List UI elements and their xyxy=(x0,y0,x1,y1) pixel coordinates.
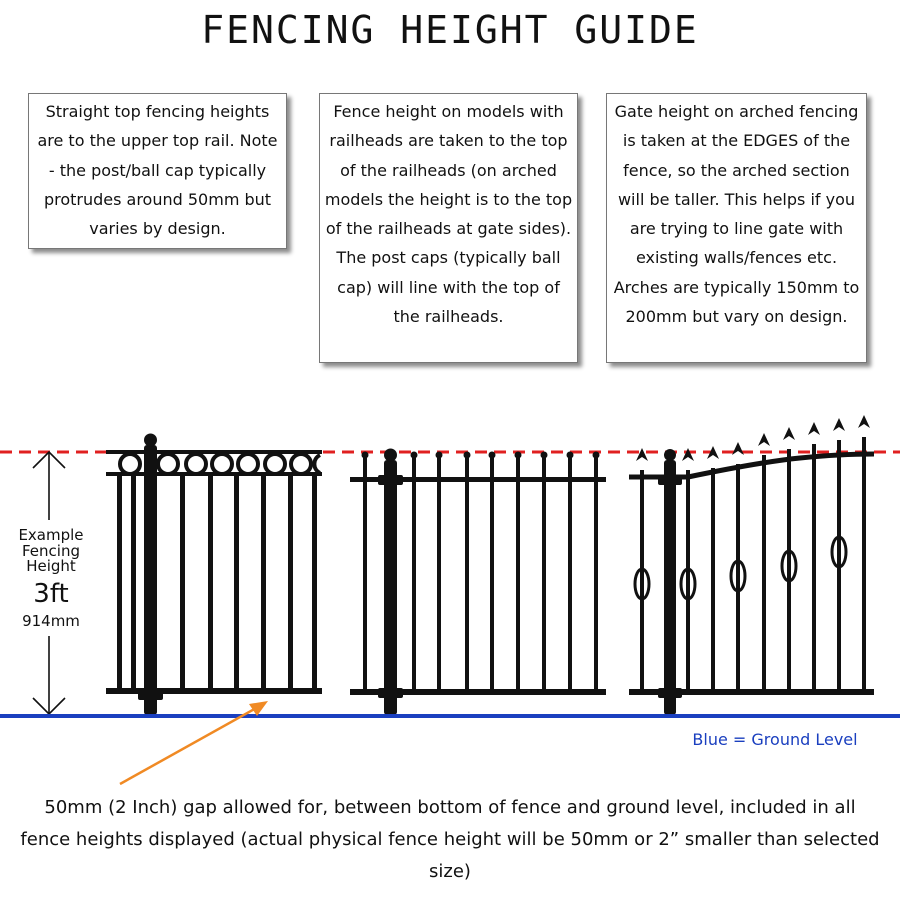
ball-cap xyxy=(144,434,157,447)
ball-cap xyxy=(384,449,397,462)
arched-gate-note: Gate height on arched fencing is taken at the EDGES of the fence, so the arched section will be taller. This helps if you are trying to line gate with existing walls/fences etc. Arches are typically 150mm to 200mm but vary on design. xyxy=(606,93,867,363)
fence-post xyxy=(144,445,157,715)
railhead-note: Fence height on models with railheads are taken to the top of the railheads (on arched models the height is to the top of the railheads at gate sides). The post caps (typically ball cap) will line with the top of the railheads. xyxy=(319,93,578,363)
example-height-feet: 3ft xyxy=(33,579,69,609)
fence-post xyxy=(664,460,676,715)
ball-cap xyxy=(664,449,676,461)
fence-post xyxy=(384,460,397,715)
example-height-label: Example Fencing Height xyxy=(18,526,84,575)
railhead-fence xyxy=(350,449,606,716)
arched-fence xyxy=(629,415,874,715)
straight-top-note: Straight top fencing heights are to the upper top rail. Note - the post/ball cap typically protrudes around 50mm but varies by design. xyxy=(28,93,287,249)
ground-level-label: Blue = Ground Level xyxy=(692,730,858,749)
gap-pointer-arrow xyxy=(120,701,268,784)
page-title: FENCING HEIGHT GUIDE xyxy=(201,8,699,52)
example-height-mm: 914mm xyxy=(22,612,80,630)
straight-top-fence xyxy=(106,434,322,716)
gap-footnote: 50mm (2 Inch) gap allowed for, between bottom of fence and ground level, included in all fence heights displayed (actual physical fence height will be 50mm or 2” smaller than selected size) xyxy=(20,797,880,882)
